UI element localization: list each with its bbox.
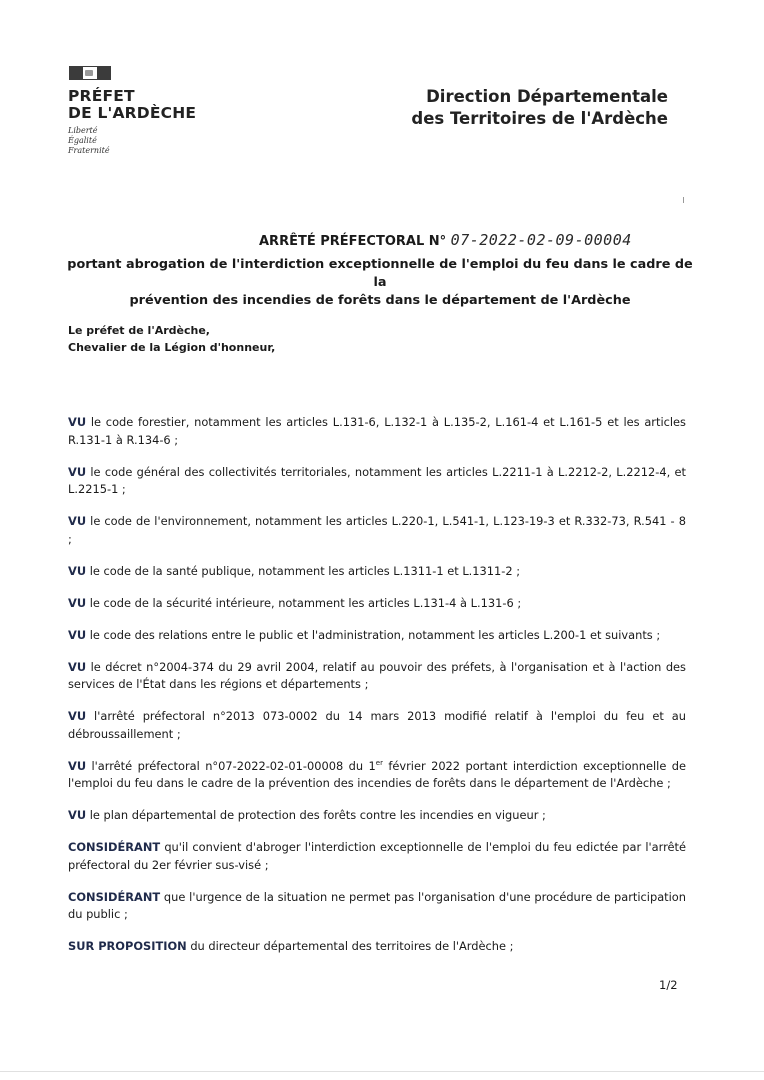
keyword: VU xyxy=(68,415,87,429)
paragraph-vu-arrete-2013 xyxy=(68,708,686,743)
superscript: er xyxy=(375,758,383,767)
keyword: VU xyxy=(68,595,87,610)
keyword: VU xyxy=(68,758,87,773)
paragraph-vu-cgct xyxy=(68,464,686,499)
prefet-line-1: PRÉFET xyxy=(68,87,135,105)
paragraph-vu-code-forestier xyxy=(68,414,686,449)
prefet-name xyxy=(68,88,196,122)
paragraph-text: qu'il convient d'abroger l'interdiction exceptionnelle de l'emploi du feu edictée par l'arrêté préfectoral du 2er février sus-visé ; xyxy=(68,840,686,872)
direction-header xyxy=(411,86,668,130)
keyword: VU xyxy=(68,709,87,723)
motto-liberte: Liberté xyxy=(68,126,98,135)
subtitle-line-2: prévention des incendies de forêts dans le département de l'Ardèche xyxy=(129,293,631,308)
paragraph-text-after: février 2022 portant interdiction exceptionnelle de l'emploi du feu dans le cadre de la prévention des incendies de forêts dans le département de l'Ardèche ; xyxy=(68,758,686,790)
prefet-logo-block xyxy=(68,66,196,156)
paragraph-text: le code de la santé publique, notamment les articles L.1311-1 et L.1311-2 ; xyxy=(86,563,521,578)
arrete-subtitle xyxy=(60,256,700,310)
arrete-number-handwritten: 07-2022-02-09-00004 xyxy=(450,231,632,249)
motto-egalite: Égalité xyxy=(68,136,97,145)
keyword: CONSIDÉRANT xyxy=(68,889,161,904)
scan-mark xyxy=(683,197,684,203)
paragraph-vu-decret-2004 xyxy=(68,659,686,694)
paragraph-vu-arrete-2022 xyxy=(68,758,686,793)
keyword: VU xyxy=(68,514,87,528)
paragraph-text: le décret n°2004-374 du 29 avril 2004, relatif au pouvoir des préfets, à l'organisation et à l'action des services de l'État dans les régions et départements ; xyxy=(68,659,686,691)
intro-line-2: Chevalier de la Légion d'honneur, xyxy=(68,341,276,354)
paragraph-text: le plan départemental de protection des forêts contre les incendies en vigueur ; xyxy=(86,808,546,822)
prefet-intro xyxy=(68,322,275,356)
republic-motto xyxy=(68,126,196,156)
prefet-line-2: DE L'ARDÈCHE xyxy=(68,104,197,122)
paragraph-text: du directeur départemental des territoires de l'Ardèche ; xyxy=(186,939,514,953)
keyword: VU xyxy=(68,627,87,642)
paragraph-vu-code-environnement xyxy=(68,513,686,548)
keyword: VU xyxy=(68,808,87,822)
paragraph-sur-proposition xyxy=(68,938,686,956)
paragraph-text-before: l'arrêté préfectoral n°07-2022-02-01-00008 du 1 xyxy=(86,758,376,773)
paragraph-text: le code de la sécurité intérieure, notamment les articles L.131-4 à L.131-6 ; xyxy=(86,595,522,610)
subtitle-line-1: portant abrogation de l'interdiction exceptionnelle de l'emploi du feu dans le cadre de la xyxy=(67,257,693,290)
motto-fraternite: Fraternité xyxy=(68,146,110,155)
paragraph-vu-plan-departemental xyxy=(68,807,686,825)
keyword: VU xyxy=(68,659,87,674)
arrete-title xyxy=(259,231,632,249)
arrete-label: ARRÊTÉ PRÉFECTORAL N° xyxy=(259,234,447,249)
paragraph-vu-relations-public xyxy=(68,627,686,645)
page-number: 1/2 xyxy=(659,978,678,992)
paragraph-text: le code de l'environnement, notamment les articles L.220-1, L.541-1, L.123-19-3 et R.332-73, R.541 - 8 ; xyxy=(68,514,686,546)
marianne-flag-icon xyxy=(69,66,111,80)
paragraph-considerant-urgence xyxy=(68,889,686,924)
paragraph-vu-sante-publique xyxy=(68,563,686,581)
paragraph-vu-securite-interieure xyxy=(68,595,686,613)
paragraph-considerant-abroger xyxy=(68,839,686,874)
keyword: VU xyxy=(68,563,87,578)
paragraph-text: que l'urgence de la situation ne permet pas l'organisation d'une procédure de participation du public ; xyxy=(68,889,686,921)
keyword: CONSIDÉRANT xyxy=(68,840,161,854)
direction-line-1: Direction Départementale xyxy=(426,87,668,106)
document-body xyxy=(68,414,686,970)
paragraph-text: le code général des collectivités territoriales, notamment les articles L.2211-1 à L.2212-2, L.2212-4, et L.2215-1 ; xyxy=(68,464,686,496)
page-bottom-edge xyxy=(0,1071,764,1072)
keyword: VU xyxy=(68,464,87,479)
intro-line-1: Le préfet de l'Ardèche, xyxy=(68,324,210,337)
paragraph-text: le code forestier, notamment les articles L.131-6, L.132-1 à L.135-2, L.161-4 et L.161-5 et les articles R.131-1 à R.134-6 ; xyxy=(68,415,686,447)
direction-line-2: des Territoires de l'Ardèche xyxy=(411,109,668,128)
paragraph-text: le code des relations entre le public et l'administration, notamment les articles L.200-1 et suivants ; xyxy=(86,627,661,642)
paragraph-text: l'arrêté préfectoral n°2013 073-0002 du 14 mars 2013 modifié relatif à l'emploi du feu et au débroussaillement ; xyxy=(68,709,686,741)
keyword: SUR PROPOSITION xyxy=(68,939,187,953)
